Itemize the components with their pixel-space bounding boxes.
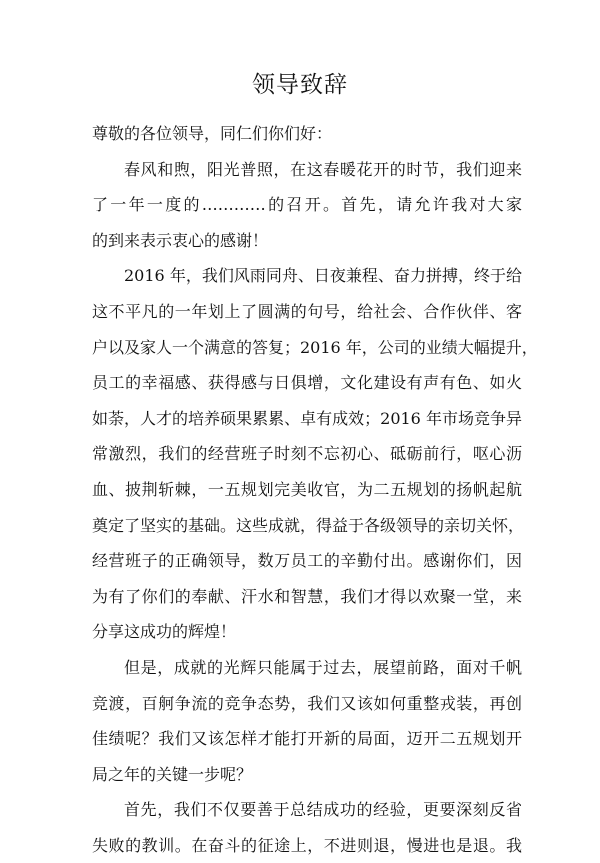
paragraph-2-line-6: 常激烈，我们的经营班子时刻不忘初心、砥砺前行，呕心沥 [92,444,522,464]
paragraph-2-line-4: 员工的幸福感、获得感与日俱增，文化建设有声有色、如火 [92,373,522,393]
paragraph-3-line-1: 但是，成就的光辉只能属于过去，展望前路，面对千帆 [124,657,522,677]
paragraph-1-line-3: 的到来表示衷心的感谢！ [92,230,269,250]
paragraph-4-line-2: 失败的教训。在奋斗的征途上，不进则退，慢进也是退。我 [92,835,522,855]
salutation-line: 尊敬的各位领导，同仁们你们好： [92,124,333,143]
paragraph-1-line-1: 春风和煦，阳光普照，在这春暖花开的时节，我们迎来 [124,159,522,179]
paragraph-2-line-8: 奠定了坚实的基础。这些成就，得益于各级领导的亲切关怀， [92,515,525,535]
paragraph-4-line-1: 首先，我们不仅要善于总结成功的经验，更要深刻反省 [124,800,522,820]
paragraph-1-line-2: 了一年一度的…………的召开。首先，请允许我对大家 [92,195,522,215]
paragraph-3-line-4: 局之年的关键一步呢？ [92,764,253,784]
paragraph-3-line-3: 佳绩呢？我们又该怎样才能打开新的局面，迈开二五规划开 [92,729,522,749]
document-title: 领导致辞 [252,72,348,98]
paragraph-2-line-5: 如荼，人才的培养硕果累累、卓有成效；2016 年市场竞争异 [92,408,522,428]
paragraph-2-line-7: 血、披荆斩棘，一五规划完美收官，为二五规划的扬帆起航 [92,479,522,499]
paragraph-3-line-2: 竞渡，百舸争流的竞争态势，我们又该如何重整戎装，再创 [92,693,522,713]
paragraph-2-line-10: 为有了你们的奉献、汗水和智慧，我们才得以欢聚一堂，来 [92,586,522,606]
paragraph-2-line-2: 这不平凡的一年划上了圆满的句号，给社会、合作伙伴、客 [92,301,522,321]
paragraph-2-line-11: 分享这成功的辉煌！ [92,622,237,642]
paragraph-2-line-9: 经营班子的正确领导，数万员工的辛勤付出。感谢你们，因 [92,551,522,571]
document-body [92,116,538,863]
paragraph-2-line-3: 户以及家人一个满意的答复；2016 年，公司的业绩大幅提升， [92,337,538,357]
paragraph-2-line-1: 2016 年，我们风雨同舟、日夜兼程、奋力拼搏，终于给 [124,266,522,286]
